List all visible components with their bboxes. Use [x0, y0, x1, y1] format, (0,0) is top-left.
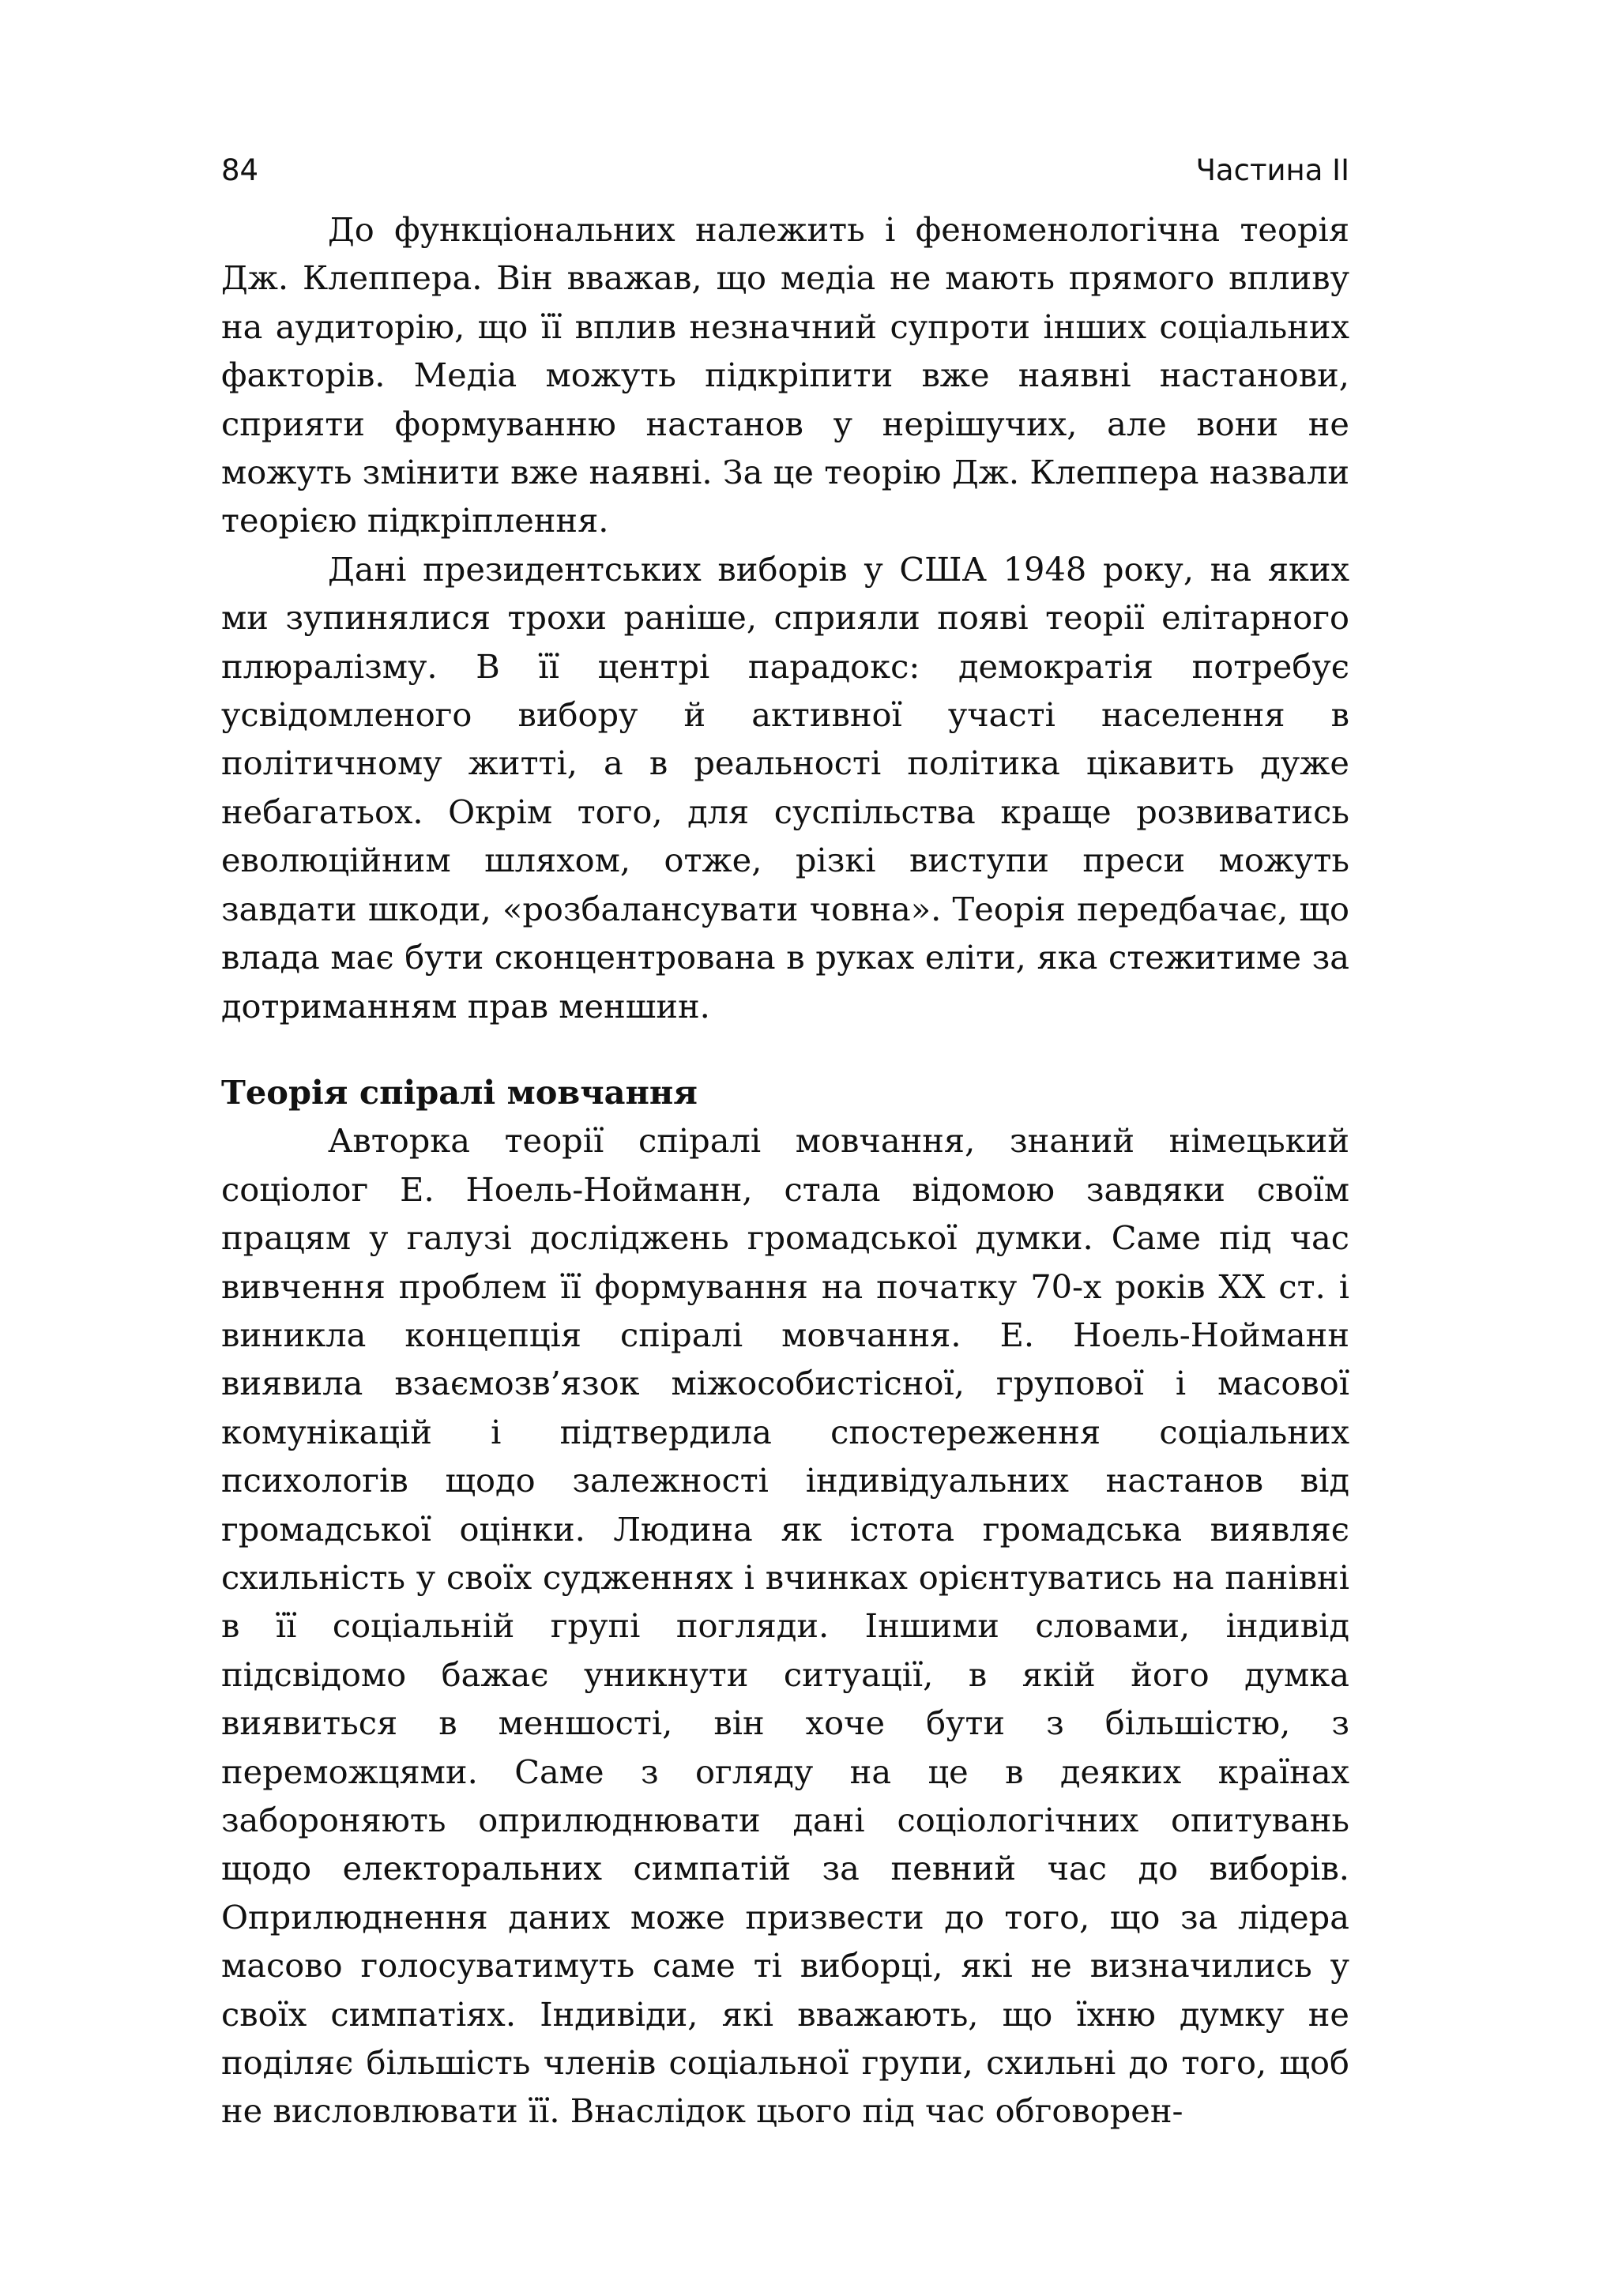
page-body [221, 205, 1349, 2136]
page-header [221, 149, 1349, 193]
section-heading: Теорія спіралі мовчання [221, 1072, 698, 1112]
paragraph-elite-pluralism: Дані президентських виборів у США 1948 року, на яких ми зупинялися трохи раніше, сприяли появі теорії елітарного плюралізму. В її центрі парадокс: демократія потребує усвідомленого вибору й активної участі населення в політичному житті, а в реальності політика цікавить дуже небагатьох. Окрім того, для суспільства краще розвиватись еволюційним шляхом, отже, різкі виступи преси можуть завдати шкоди, «розбалансувати човна». Теорія передбачає, що влада має бути сконцентрована в руках еліти, яка стежитиме за дотриманням прав меншин. [221, 549, 1349, 1026]
page-number: 84 [221, 153, 259, 187]
paragraph-spiral-of-silence: Авторка теорії спіралі мовчання, знаний німецький соціолог Е. Ноель-Нойманн, стала відомою завдяки своїм працям у галузі досліджень громадської думки. Саме під час вивчення проблем її формування на початку 70-х років XX ст. і виникла концепція спіралі мовчання. Е. Ноель-Нойманн виявила взаємозв’язок міжособистісної, групової і масової комунікацій і підтвердила спостереження соціальних психологів щодо залежності індивідуальних настанов від громадської оцінки. Людина як істота громадська виявляє схильність у своїх судженнях і вчинках орієнтуватись на панівні в її соціальній групі погляди. Іншими словами, індивід підсвідомо бажає уникнути ситуації, в якій його думка виявиться в меншості, він хоче бути з більшістю, з переможцями. Саме з огляду на це в деяких країнах забороняють оприлюднювати дані соціологічних опитувань щодо електоральних симпатій за певний час до виборів. Оприлюднення даних може призвести до того, що за лідера масово голосуватимуть саме ті виборці, які не визначились у своїх симпатіях. Індивіди, які вважають, що їхню думку не поділяє більшість членів соціальної групи, схильні до того, щоб не висловлювати її. Внаслідок цього під час обговорен- [221, 1121, 1349, 2131]
running-head: Частина II [1195, 153, 1349, 187]
paragraph-klapper-theory: До функціональних належить і феноменологічна теорія Дж. Клеппера. Він вважав, що медіа не мають прямого впливу на аудиторію, що її вплив незначний супроти інших соціальних факторів. Медіа можуть підкріпити вже наявні настанови, сприяти формуванню настанов у нерішучих, але вони не можуть змінити вже наявні. За це теорію Дж. Клеппера назвали теорією підкріплення. [221, 210, 1349, 540]
